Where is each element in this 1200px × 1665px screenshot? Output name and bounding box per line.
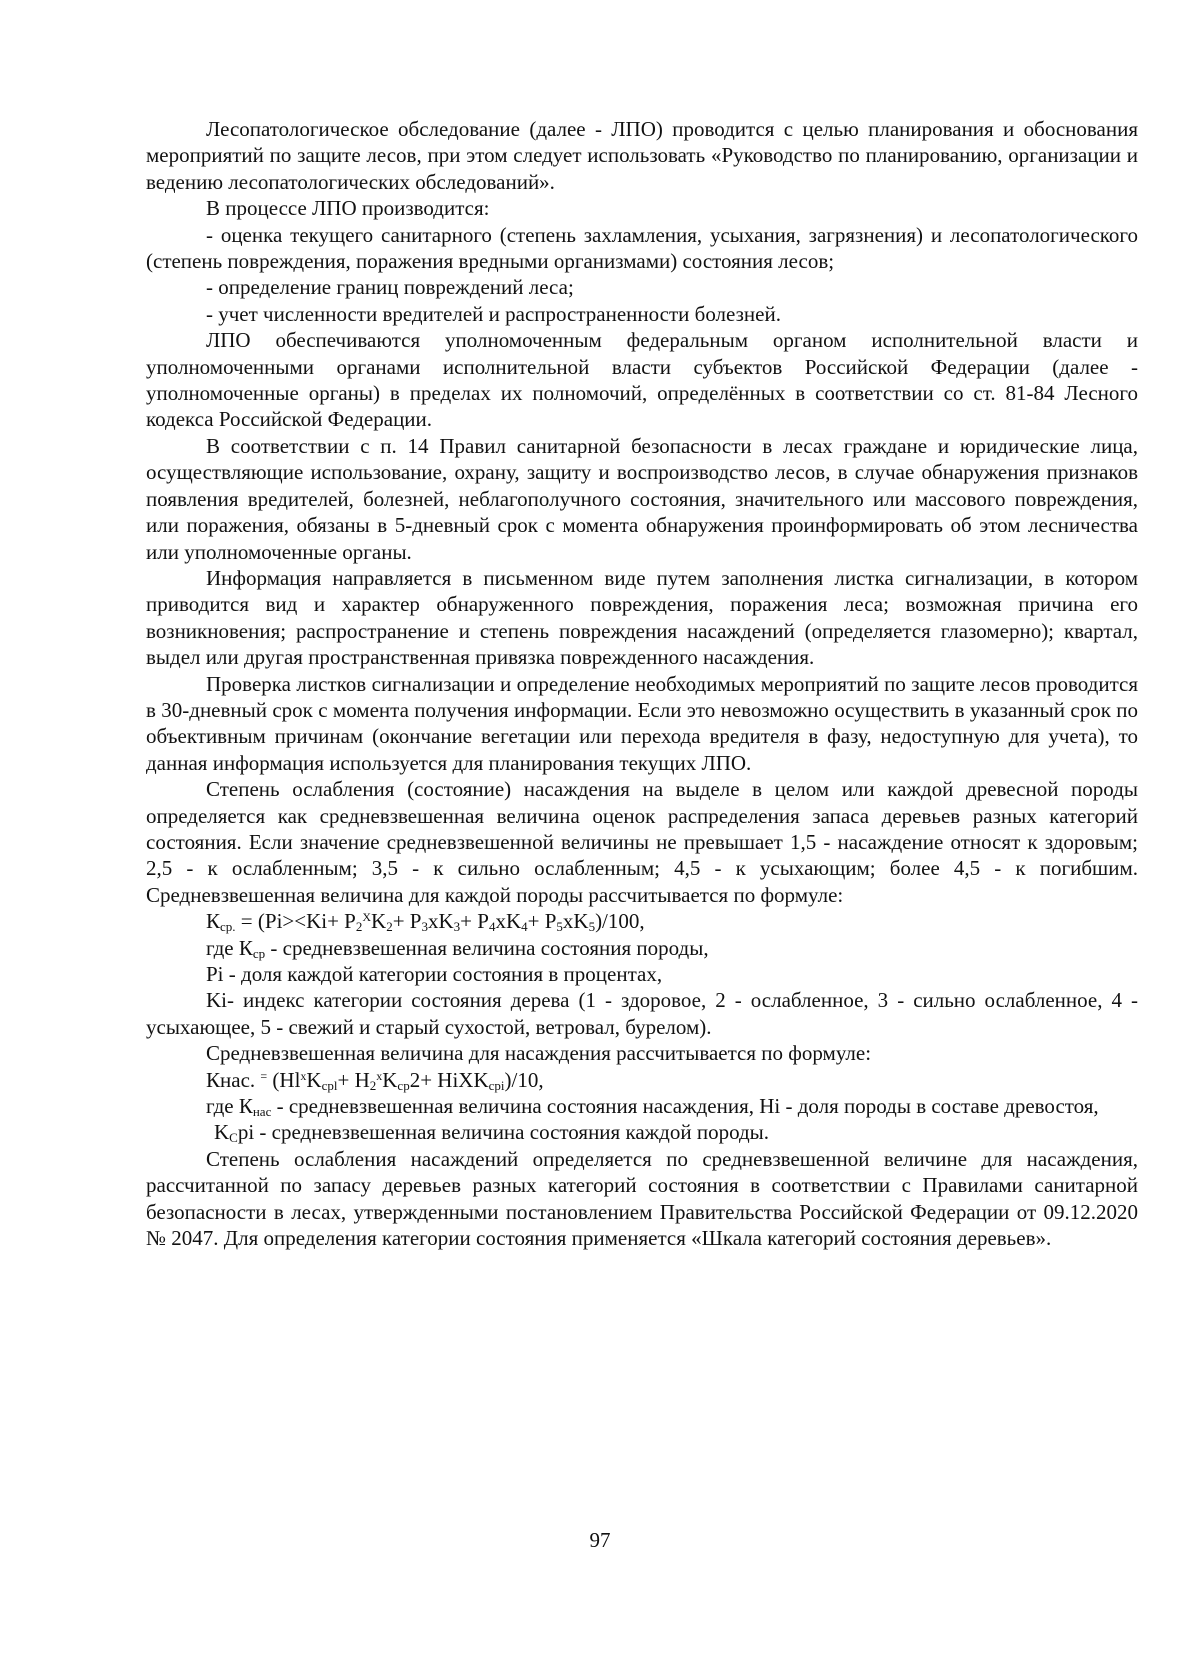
- paragraph-final: Степень ослабления насаждений определяется по средневзвешенной величине для насаждения, рассчитанной по запасу деревьев разных категорий состояния в соответствии с Правилами санитарной безопасности в лесах, утвержденными постановлением Правительства Российской Федерации от 09.12.2020 № 2047. Для определения категории состояния применяется «Шкала категорий состояния деревьев».: [146, 1146, 1138, 1251]
- paragraph-authority: ЛПО обеспечиваются уполномоченным федеральным органом исполнительной власти и уполномоченными органами исполнительной власти субъектов Российской Федерации (далее - уполномоченные органы) в пределах их полномочий, определённых в соответствии со ст. 81-84 Лесного кодекса Российской Федерации.: [146, 328, 1138, 432]
- formula-stand: Кнас. = ($Hl^xK_{cpl}+ H_2^xK_{cp}2+$ HiXK$_{cpi}$)/10,: [206, 1067, 544, 1093]
- definition-kcpi: $K_Cpi$ - средневзвешенная величина состояния каждой породы.: [214, 1120, 770, 1146]
- list-item-pest-count: - учет численности вредителей и распространенности болезней.: [206, 301, 781, 326]
- paragraph-sanitary-rules: В соответствии с п. 14 Правил санитарной безопасности в лесах граждане и юридические лица, осуществляющие использование, охрану, защиту и воспроизводство лесов, в случае обнаружения признаков появления вредителей, болезней, неблагополучного состояния, значительного или массового повреждения, или поражения, обязаны в 5-дневный срок с момента обнаружения проинформировать об этом лесничества или уполномоченные органы.: [146, 433, 1138, 564]
- paragraph-intro: Лесопатологическое обследование (далее - ЛПО) проводится с целью планирования и обоснования мероприятий по защите лесов, при этом следует использовать «Руководство по планированию, организации и ведению лесопатологических обследований».: [146, 117, 1138, 194]
- formula-species: $К_{ср.} = (Pi><Ki+ P_2^XK_2+ P_3xK_3+ P_4xK_4+ P_5xK_5)/100$,: [206, 909, 645, 935]
- paragraph-weakening-degree: Степень ослабления (состояние) насаждения на выделе в целом или каждой древесной породы определяется как средневзвешенная величина оценок распределения запаса деревьев разных категорий состояния. Если значение средневзвешенной величины не превышает 1,5 - насаждение относят к здоровым; 2,5 - к ослабленным; 3,5 - к сильно ослабленным; 4,5 - к усыхающим; более 4,5 - к погибшим. Средневзвешенная величина для каждой породы рассчитывается по формуле:: [146, 777, 1138, 907]
- list-item-assessment: - оценка текущего санитарного (степень захламления, усыхания, загрязнения) и лесопатологического (степень повреждения, поражения вредными организмами) состояния лесов;: [146, 222, 1138, 274]
- document-body: [146, 116, 1138, 1251]
- definition-pi: Pi - доля каждой категории состояния в процентах,: [206, 962, 663, 986]
- paragraph-verification: Проверка листков сигнализации и определение необходимых мероприятий по защите лесов проводится в 30-дневный срок с момента получения информации. Если это невозможно осуществить в указанный срок по объективным причинам (окончание вегетации или перехода вредителя в фазу, недоступную для учета), то данная информация используется для планирования текущих ЛПО.: [146, 671, 1138, 775]
- paragraph-stand-formula-intro: Средневзвешенная величина для насаждения рассчитывается по формуле:: [206, 1041, 872, 1066]
- list-item-boundaries: - определение границ повреждений леса;: [206, 275, 574, 300]
- definition-knas: где $К_{нас}$ - средневзвешенная величина состояния насаждения, Hi - доля породы в составе древостоя,: [206, 1094, 1099, 1120]
- paragraph-lpo-process: В процессе ЛПО производится:: [206, 196, 490, 221]
- definition-ki: Ki- индекс категории состояния дерева (1 - здоровое, 2 - ослабленное, 3 - сильно ослабленное, 4 - усыхающее, 5 - свежий и старый сухостой, ветровал, бурелом).: [146, 988, 1138, 1039]
- paragraph-signal-sheet: Информация направляется в письменном виде путем заполнения листка сигнализации, в котором приводится вид и характер обнаруженного повреждения, поражения леса; возможная причина его возникновения; распространение и степень повреждения насаждений (определяется глазомерно); квартал, выдел или другая пространственная привязка поврежденного насаждения.: [146, 565, 1138, 670]
- definition-kcp: где $К_{ср}$ - средневзвешенная величина состояния породы,: [206, 935, 709, 961]
- page-number: 97: [589, 1528, 611, 1552]
